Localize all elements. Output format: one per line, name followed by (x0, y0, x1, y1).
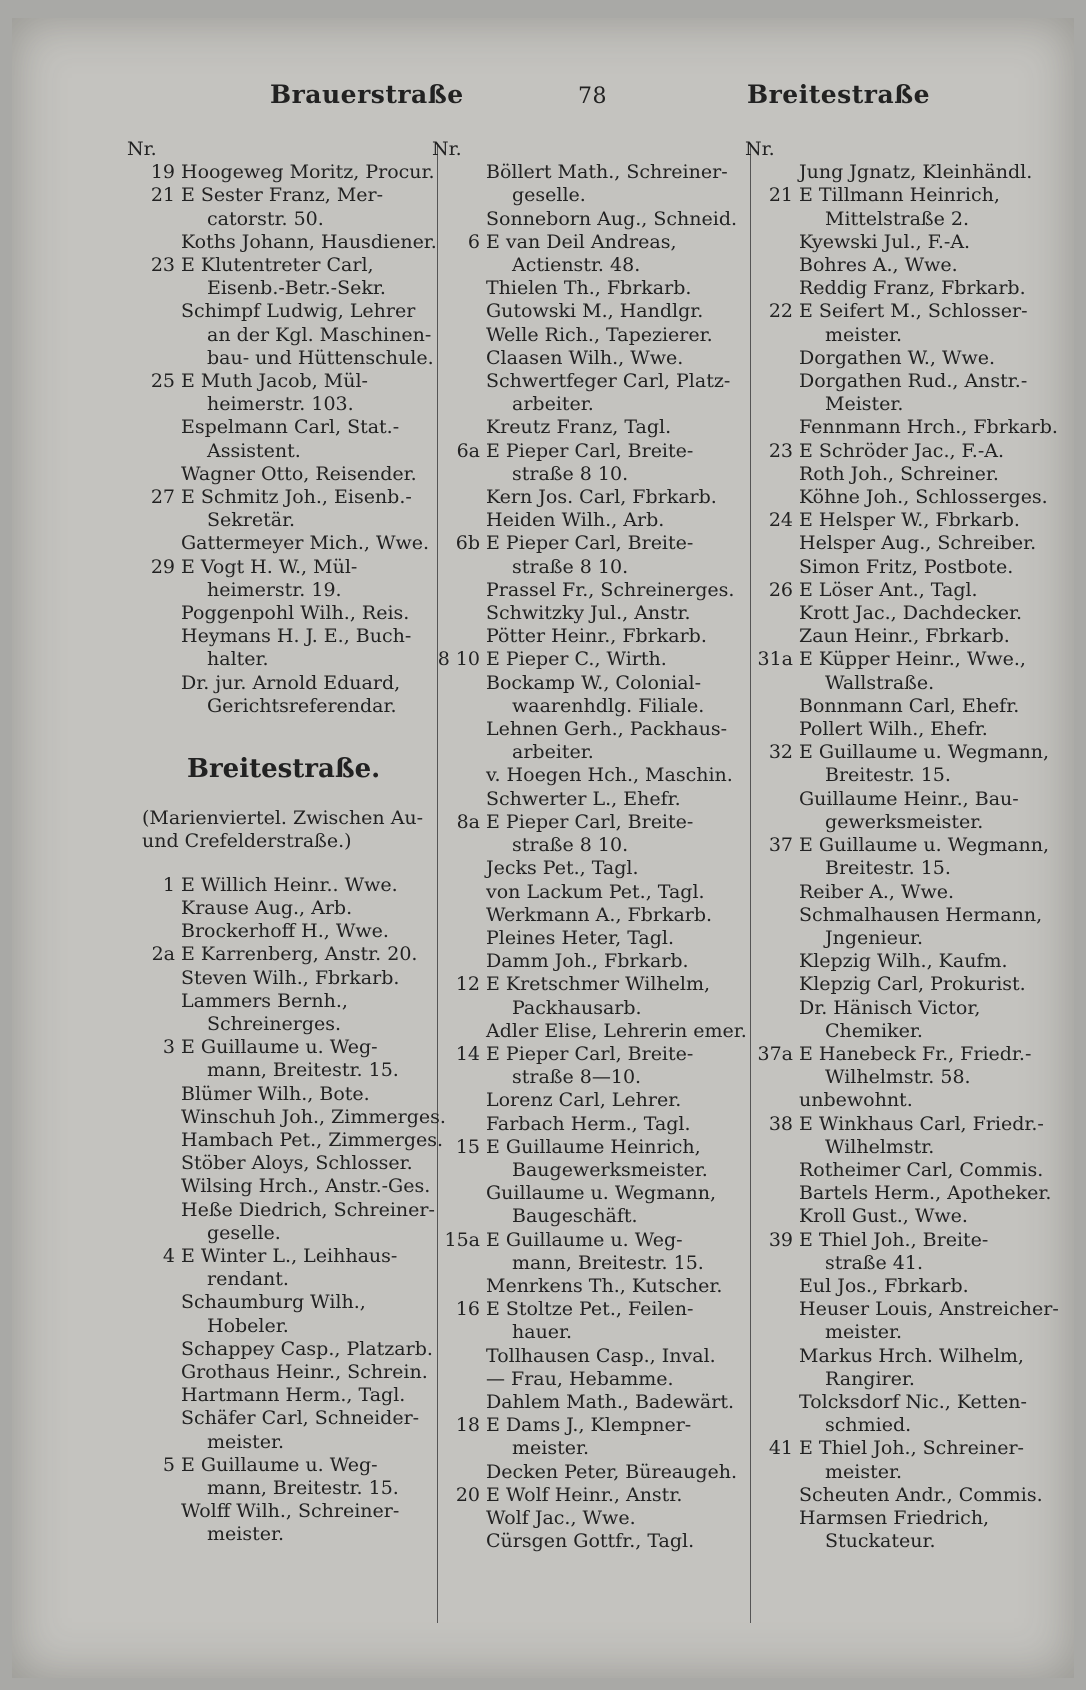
directory-entry-line: Bockamp W., Colonial- (486, 671, 702, 694)
house-number: 23 (768, 439, 793, 462)
directory-entry-line (745, 834, 1050, 857)
directory-entry-line: straße 41. (825, 1251, 923, 1274)
directory-entry-line: Thielen Th., Fbrkarb. (486, 277, 692, 300)
directory-entry-line: Guillaume u. Wegmann, (486, 1182, 717, 1205)
entry-text: E Karrenberg, Anstr. 20. (181, 943, 418, 966)
directory-entry-line: Dorgathen Rud., Anstr.- (799, 370, 1028, 393)
directory-entry-line: meister. (207, 1430, 285, 1453)
directory-entry-line: Baugewerksmeister. (512, 1158, 708, 1181)
directory-entry-line (745, 1437, 1050, 1460)
directory-entry-line (127, 1454, 417, 1477)
house-number: 15 (455, 1135, 480, 1158)
directory-entry-line: Chemiker. (825, 1019, 923, 1042)
directory-entry-line: mann, Breitestr. 15. (207, 1059, 399, 1082)
directory-entry-line (745, 1113, 1050, 1136)
page-number: 78 (578, 84, 607, 109)
directory-entry-line: Kroll Gust., Wwe. (799, 1205, 968, 1228)
directory-entry-line (745, 1043, 1050, 1066)
directory-entry-line: Schimpf Ludwig, Lehrer (181, 300, 416, 323)
column-1 (127, 138, 446, 1547)
directory-entry-line: Stöber Aloys, Schlosser. (181, 1152, 413, 1175)
directory-entry-line: meister. (825, 323, 903, 346)
directory-entry-line: an der Kgl. Maschinen- (207, 323, 432, 346)
entry-text: E Pieper Carl, Breite- (486, 439, 694, 462)
directory-entry-line: Markus Hrch. Wilhelm, (799, 1344, 1024, 1367)
directory-entry-line (432, 231, 732, 254)
directory-entry-line: Schreinerges. (207, 1012, 342, 1035)
directory-entry-line: Actienstr. 48. (512, 254, 641, 277)
directory-entry-line: meister. (512, 1437, 590, 1460)
directory-entry-line: Helsper Aug., Schreiber. (799, 532, 1037, 555)
entry-text: E Pieper Carl, Breite- (486, 532, 694, 555)
directory-entry-line: Hartmann Herm., Tagl. (181, 1384, 406, 1407)
directory-entry-line: bau- und Hüttenschule. (207, 346, 434, 369)
directory-entry-line (745, 300, 1050, 323)
directory-entry-line: Eul Jos., Fbrkarb. (799, 1274, 969, 1297)
house-number: 2a (151, 943, 175, 966)
directory-entry-line: unbewohnt. (799, 1089, 913, 1112)
directory-entry-line (127, 1245, 417, 1268)
directory-entry-line: Lorenz Carl, Lehrer. (486, 1089, 682, 1112)
directory-entry-line (432, 1136, 732, 1159)
directory-entry-line: Grothaus Heinr., Schrein. (181, 1360, 428, 1383)
directory-entry-line: heimerstr. 19. (207, 578, 342, 601)
directory-entry-line: Bonnmann Carl, Ehefr. (799, 694, 1020, 717)
entry-text: E Vogt H. W., Mül- (181, 555, 358, 578)
house-number: 3 (162, 1036, 175, 1059)
directory-entry-line: gewerksmeister. (825, 810, 984, 833)
entry-text: E Seifert M., Schlosser- (799, 300, 1028, 323)
directory-entry-line: arbeiter. (512, 393, 594, 416)
directory-entry-line (432, 532, 732, 555)
directory-entry-line (432, 1298, 732, 1321)
house-number: 12 (455, 973, 480, 996)
directory-entry-line: Dr. Hänisch Victor, (799, 996, 981, 1019)
directory-entry-line: Schappey Casp., Platzarb. (181, 1337, 433, 1360)
entry-text: E Hanebeck Fr., Friedr.- (799, 1042, 1032, 1065)
house-number: 8a (456, 810, 480, 833)
entry-text: E Küpper Heinr., Wwe., (799, 648, 1026, 671)
directory-entry-line: meister. (825, 1460, 903, 1483)
directory-entry-line (745, 509, 1050, 532)
directory-entry-line: Krott Jac., Dachdecker. (799, 602, 1023, 625)
directory-entry-line: Wilhelmstr. 58. (825, 1066, 971, 1089)
directory-entry-line: Wilsing Hrch., Anstr.-Ges. (181, 1175, 431, 1198)
directory-entry-line: Heiden Wilh., Arb. (486, 509, 665, 532)
directory-entry-line: Brockerhoff H., Wwe. (181, 920, 389, 943)
directory-entry-line: meister. (825, 1321, 903, 1344)
directory-entry-line: Dr. jur. Arnold Eduard, (181, 671, 401, 694)
entry-text: E Guillaume u. Weg- (181, 1036, 378, 1059)
house-number: 25 (150, 370, 175, 393)
directory-entry-line: Harmsen Friedrich, (799, 1506, 990, 1529)
directory-entry-line: Nr. (432, 138, 462, 160)
directory-entry-line: Pleines Heter, Tagl. (486, 926, 675, 949)
entry-text: E Kretschmer Wilhelm, (486, 973, 711, 996)
directory-entry-line: Decken Peter, Büreaugeh. (486, 1460, 738, 1483)
house-number: 26 (768, 578, 793, 601)
house-number: 15a (444, 1228, 480, 1251)
house-number: 4 (162, 1244, 175, 1267)
directory-entry-line (745, 440, 1050, 463)
directory-entry-line: Nr. (745, 138, 775, 160)
entry-text: E Thiel Joh., Breite- (799, 1228, 989, 1251)
entry-text: E Wolf Heinr., Anstr. (486, 1483, 683, 1506)
directory-entry-line: geselle. (512, 184, 586, 207)
column-3 (745, 138, 1059, 1553)
house-number: 21 (768, 184, 793, 207)
directory-entry-line: Schwitzky Jul., Anstr. (486, 602, 691, 625)
directory-entry-line: Reiber A., Wwe. (799, 880, 955, 903)
directory-entry-line: schmied. (825, 1414, 912, 1437)
directory-entry-line (127, 874, 417, 897)
house-number: 27 (150, 486, 175, 509)
house-number: 39 (768, 1228, 793, 1251)
entry-text: E Muth Jacob, Mül- (181, 370, 368, 393)
house-number: 31a (757, 648, 793, 671)
directory-entry-line: Krause Aug., Arb. (181, 896, 353, 919)
entry-text: E van Deil Andreas, (486, 230, 677, 253)
directory-entry-line: Mittelstraße 2. (825, 207, 970, 230)
entry-text: E Winkhaus Carl, Friedr.- (799, 1112, 1044, 1135)
entry-text: E Stoltze Pet., Feilen- (486, 1298, 694, 1321)
directory-entry-line: Jngenieur. (825, 926, 924, 949)
directory-entry-line: Breitestr. 15. (825, 857, 951, 880)
house-number: 16 (455, 1298, 480, 1321)
directory-entry-line: Gutowski M., Handlgr. (486, 300, 704, 323)
directory-page (12, 18, 1074, 1678)
entry-text: E Guillaume u. Wegmann, (799, 834, 1049, 857)
directory-entry-line: Roth Joh., Schreiner. (799, 462, 999, 485)
house-number: 5 (162, 1453, 175, 1476)
directory-entry-line: Rotheimer Carl, Commis. (799, 1158, 1044, 1181)
directory-entry-line: Gerichtsreferendar. (207, 694, 397, 717)
entry-text: E Schröder Jac., F.-A. (799, 439, 1005, 462)
directory-entry-line: Klepzig Carl, Prokurist. (799, 973, 1026, 996)
directory-entry-line: Lehnen Gerh., Packhaus- (486, 718, 728, 741)
directory-entry-line: Heymans H. J. E., Buch- (181, 625, 412, 648)
directory-entry-line: Blümer Wilh., Bote. (181, 1082, 370, 1105)
directory-entry-line (432, 648, 732, 671)
directory-entry-line: v. Hoegen Hch., Maschin. (486, 764, 733, 787)
directory-entry-line: meister. (207, 1523, 285, 1546)
directory-entry-line: mann, Breitestr. 15. (512, 1251, 704, 1274)
directory-entry-line (127, 254, 417, 277)
directory-entry-line (127, 486, 417, 509)
house-number: 6a (456, 439, 480, 462)
directory-entry-line: Prassel Fr., Schreinerges. (486, 578, 735, 601)
house-number: 32 (768, 741, 793, 764)
directory-entry-line: Cürsgen Gottfr., Tagl. (486, 1530, 695, 1553)
directory-entry-line: Claasen Wilh., Wwe. (486, 346, 684, 369)
directory-entry-line: Heuser Louis, Anstreicher- (799, 1298, 1059, 1321)
directory-entry-line: Bohres A., Wwe. (799, 254, 958, 277)
directory-entry-line: — Frau, Hebamme. (486, 1367, 674, 1390)
directory-entry-line: Baugeschäft. (512, 1205, 638, 1228)
directory-entry-line: Koths Johann, Hausdiener. (181, 230, 437, 253)
directory-entry-line: straße 8—10. (512, 1066, 642, 1089)
directory-entry-line: Poggenpohl Wilh., Reis. (181, 602, 410, 625)
entry-text: E Pieper Carl, Breite- (486, 1042, 694, 1065)
directory-entry-line: Tollhausen Casp., Inval. (486, 1344, 716, 1367)
directory-entry-line: Fennmann Hrch., Fbrkarb. (799, 416, 1058, 439)
house-number: 24 (768, 509, 793, 532)
directory-entry-line: Bartels Herm., Apotheker. (799, 1182, 1052, 1205)
entry-text: E Sester Franz, Mer- (181, 184, 384, 207)
directory-entry-line (127, 556, 417, 579)
directory-entry-line: Menrkens Th., Kutscher. (486, 1274, 723, 1297)
entry-text: E Guillaume Heinrich, (486, 1135, 701, 1158)
directory-entry-line: Winschuh Joh., Zimmerges. (181, 1105, 446, 1128)
directory-entry-line (127, 161, 435, 184)
directory-entry-line (745, 184, 1050, 207)
house-number: 37 (768, 834, 793, 857)
house-number: 19 (150, 161, 175, 184)
directory-entry-line: Scheuten Andr., Commis. (799, 1483, 1043, 1506)
house-number: 29 (150, 555, 175, 578)
directory-entry-line: heimerstr. 103. (207, 393, 354, 416)
directory-entry-line: Kyewski Jul., F.-A. (799, 230, 971, 253)
directory-entry-line: Böllert Math., Schreiner- (486, 161, 728, 184)
directory-entry-line: Reddig Franz, Fbrkarb. (799, 277, 1026, 300)
directory-entry-line (745, 741, 1050, 764)
directory-entry-line: Heße Diedrich, Schreiner- (181, 1198, 435, 1221)
left-running-header: Brauerstraße (270, 80, 464, 109)
entry-text: E Löser Ant., Tagl. (799, 578, 978, 601)
section-title: Breitestraße. (187, 754, 381, 785)
directory-entry-line: Wilhelmstr. (825, 1135, 935, 1158)
directory-entry-line: Farbach Herm., Tagl. (486, 1112, 691, 1135)
directory-entry-line: Rangirer. (825, 1367, 915, 1390)
entry-text: E Winter L., Leihhaus- (181, 1244, 398, 1267)
directory-entry-line (745, 648, 1050, 671)
directory-entry-line (432, 1043, 732, 1066)
entry-text: E Pieper C., Wirth. (486, 648, 667, 671)
entry-text: E Guillaume u. Weg- (181, 1453, 378, 1476)
house-number: 22 (768, 300, 793, 323)
directory-entry-line: geselle. (207, 1221, 281, 1244)
directory-entry-line: Klepzig Wilh., Kaufm. (799, 950, 1008, 973)
directory-entry-line: Wolff Wilh., Schreiner- (181, 1500, 400, 1523)
directory-entry-line: Tolcksdorf Nic., Ketten- (799, 1390, 1027, 1413)
directory-entry-line: Simon Fritz, Postbote. (799, 555, 1014, 578)
house-number: 41 (768, 1437, 793, 1460)
directory-entry-line: Breitestr. 15. (825, 764, 951, 787)
directory-entry-line: Sekretär. (207, 509, 296, 532)
directory-entry-line: Schwertfeger Carl, Platz- (486, 370, 731, 393)
directory-entry-line (127, 943, 417, 966)
directory-entry-line: arbeiter. (512, 741, 594, 764)
directory-entry-line: halter. (207, 648, 269, 671)
directory-entry-line: Schmalhausen Hermann, (799, 903, 1043, 926)
directory-entry-line: catorstr. 50. (207, 207, 324, 230)
directory-entry-line: Sonneborn Aug., Schneid. (486, 207, 738, 230)
entry-text: E Guillaume u. Wegmann, (799, 741, 1049, 764)
entry-text: E Dams J., Klempner- (486, 1414, 692, 1437)
directory-entry-line: Meister. (825, 393, 904, 416)
directory-entry-line: Steven Wilh., Fbrkarb. (181, 966, 400, 989)
section-note: (Marienviertel. Zwischen Au- (142, 807, 424, 830)
directory-entry-line: Assistent. (207, 439, 301, 462)
directory-entry-line: Pötter Heinr., Fbrkarb. (486, 625, 707, 648)
house-number: 6b (455, 532, 480, 555)
directory-entry-line: Eisenb.-Betr.-Sekr. (207, 277, 386, 300)
directory-entry-line: Wagner Otto, Reisender. (181, 462, 417, 485)
directory-entry-line: Schäfer Carl, Schneider- (181, 1407, 420, 1430)
directory-entry-line: Hambach Pet., Zimmerges. (181, 1128, 444, 1151)
entry-text: E Willich Heinr.. Wwe. (181, 873, 398, 896)
directory-entry-line: mann, Breitestr. 15. (207, 1476, 399, 1499)
directory-entry-line (432, 811, 732, 834)
directory-entry-line: Schaumburg Wilh., (181, 1291, 366, 1314)
directory-entry-line (127, 370, 417, 393)
directory-entry-line (432, 440, 732, 463)
directory-entry-line: Dahlem Math., Badewärt. (486, 1390, 734, 1413)
entry-text: Hoogeweg Moritz, Procur. (181, 161, 435, 184)
entry-text: E Thiel Joh., Schreiner- (799, 1437, 1024, 1460)
directory-entry-line: Kreutz Franz, Tagl. (486, 416, 672, 439)
directory-entry-line (127, 1036, 417, 1059)
section-note: und Crefelderstraße.) (142, 830, 352, 853)
directory-entry-line: rendant. (207, 1268, 289, 1291)
house-number: 18 (455, 1414, 480, 1437)
directory-entry-line (745, 1229, 1050, 1252)
directory-entry-line: Zaun Heinr., Fbrkarb. (799, 625, 1010, 648)
house-number: 37a (757, 1042, 793, 1065)
directory-entry-line: Werkmann A., Fbrkarb. (486, 903, 713, 926)
directory-entry-line: von Lackum Pet., Tagl. (486, 880, 705, 903)
house-number: 14 (455, 1042, 480, 1065)
directory-entry-line (432, 1414, 732, 1437)
directory-entry-line: Köhne Joh., Schlosserges. (799, 486, 1048, 509)
house-number: 21 (150, 184, 175, 207)
directory-entry-line: Wolf Jac., Wwe. (486, 1506, 636, 1529)
directory-entry-line (432, 1229, 732, 1252)
house-number: 6 (467, 230, 480, 253)
directory-entry-line: Kern Jos. Carl, Fbrkarb. (486, 486, 717, 509)
directory-entry-line: Hobeler. (207, 1314, 289, 1337)
column-2 (432, 138, 747, 1553)
directory-entry-line: hauer. (512, 1321, 573, 1344)
entry-text: E Pieper Carl, Breite- (486, 810, 694, 833)
house-number: 38 (768, 1112, 793, 1135)
directory-entry-line (432, 973, 732, 996)
directory-entry-line: Packhausarb. (512, 996, 642, 1019)
directory-entry-line: Espelmann Carl, Stat.- (181, 416, 400, 439)
directory-entry-line: Schwerter L., Ehefr. (486, 787, 681, 810)
directory-entry-line: Damm Joh., Fbrkarb. (486, 950, 689, 973)
directory-entry-line (127, 184, 417, 207)
directory-entry-line: Wallstraße. (825, 671, 935, 694)
entry-text: E Helsper W., Fbrkarb. (799, 509, 1020, 532)
house-number: 23 (150, 254, 175, 277)
entry-text: E Guillaume u. Weg- (486, 1228, 683, 1251)
entry-text: E Tillmann Heinrich, (799, 184, 1000, 207)
house-number: 8 10 (437, 648, 480, 671)
directory-entry-line: Stuckateur. (825, 1530, 936, 1553)
house-number: 20 (455, 1483, 480, 1506)
directory-entry-line (745, 579, 1050, 602)
directory-entry-line: Jung Jgnatz, Kleinhändl. (799, 161, 1033, 184)
entry-text: E Klutentreter Carl, (181, 254, 374, 277)
directory-entry-line: Jecks Pet., Tagl. (486, 857, 639, 880)
right-running-header: Breitestraße (747, 80, 931, 109)
directory-entry-line: Pollert Wilh., Ehefr. (799, 718, 988, 741)
directory-entry-line: straße 8 10. (512, 462, 629, 485)
directory-entry-line (432, 1484, 732, 1507)
directory-entry-line: Dorgathen W., Wwe. (799, 346, 996, 369)
directory-entry-line: waarenhdlg. Filiale. (512, 694, 705, 717)
house-number: 1 (162, 873, 175, 896)
directory-entry-line: Guillaume Heinr., Bau- (799, 787, 1019, 810)
directory-entry-line: straße 8 10. (512, 555, 629, 578)
directory-entry-line: Gattermeyer Mich., Wwe. (181, 532, 430, 555)
directory-entry-line: Nr. (127, 138, 157, 160)
entry-text: E Schmitz Joh., Eisenb.- (181, 486, 412, 509)
directory-entry-line: Welle Rich., Tapezierer. (486, 323, 713, 346)
directory-entry-line: Adler Elise, Lehrerin emer. (486, 1019, 747, 1042)
directory-entry-line: straße 8 10. (512, 834, 629, 857)
directory-entry-line: Lammers Bernh., (181, 989, 348, 1012)
